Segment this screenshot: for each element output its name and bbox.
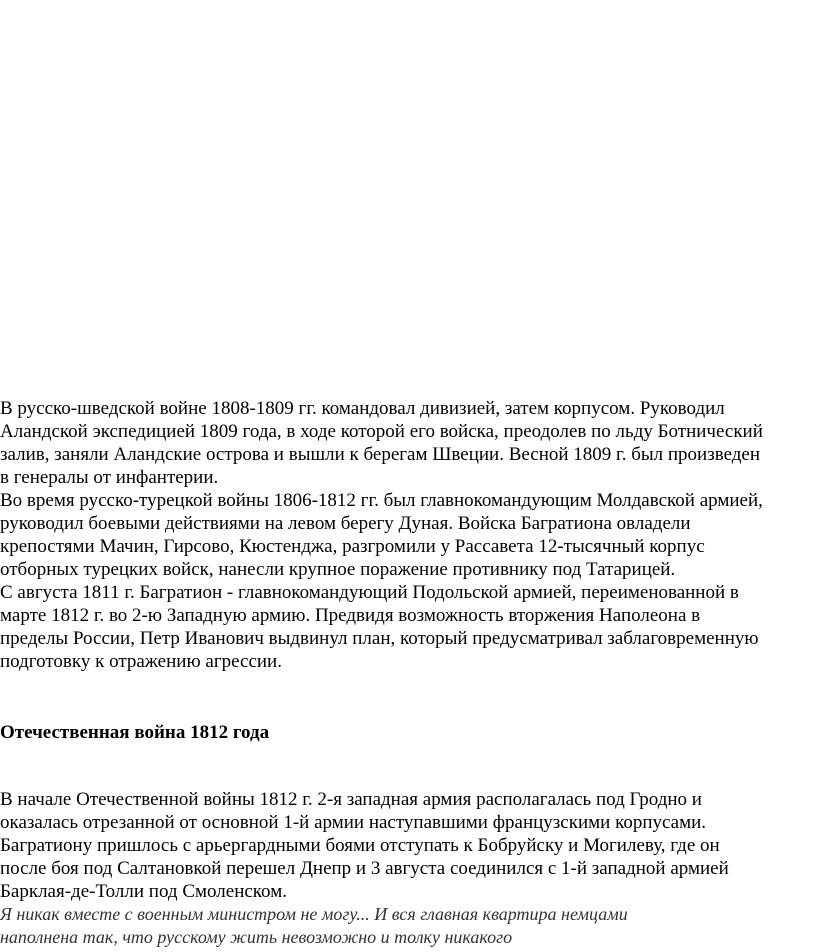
quote-line: наполнена так, что русскому жить невозможно и толку никакого	[0, 927, 513, 947]
text-line: Багратиону пришлось с арьергардными боями отступать к Бобруйску и Могилеву, где он	[0, 835, 720, 856]
quote-line: Я никак вместе с военным министром не могу... И вся главная квартира немцами	[0, 904, 628, 924]
text-line: Барклая-де-Толли под Смоленском.	[0, 881, 287, 902]
biography-paragraph	[0, 397, 816, 673]
text-line: оказалась отрезанной от основной 1-й армии наступавшими французскими корпусами.	[0, 812, 707, 833]
war-paragraph	[0, 788, 816, 949]
text-line: В начале Отечественной войны 1812 г. 2-я западная армия располагалась под Гродно и	[0, 789, 702, 810]
text-line: Во время русско-турецкой войны 1806-1812 гг. был главнокомандующим Молдавской армией,	[0, 490, 763, 511]
text-line: после боя под Салтановкой перешел Днепр и 3 августа соединился с 1-й западной армией	[0, 858, 729, 879]
text-line: В русско-шведской войне 1808-1809 гг. командовал дивизией, затем корпусом. Руководил	[0, 398, 725, 419]
text-line: руководил боевыми действиями на левом берегу Дуная. Войска Багратиона овладели	[0, 513, 691, 534]
section-heading: Отечественная война 1812 года	[0, 722, 270, 743]
text-line: в генералы от инфантерии.	[0, 467, 219, 488]
text-line: залив, заняли Аландские острова и вышли к берегам Швеции. Весной 1809 г. был произведен	[0, 444, 761, 465]
text-line: отборных турецких войск, нанесли крупное поражение противнику под Татарицей.	[0, 559, 676, 580]
text-line: подготовку к отражению агрессии.	[0, 651, 282, 672]
text-line: марте 1812 г. во 2-ю Западную армию. Предвидя возможность вторжения Наполеона в	[0, 605, 701, 626]
text-line: С августа 1811 г. Багратион - главнокомандующий Подольской армией, переименованной в	[0, 582, 739, 603]
text-line: пределы России, Петр Иванович выдвинул план, который предусматривал заблаговременную	[0, 628, 759, 649]
section-heading-block	[0, 721, 816, 744]
text-line: крепостями Мачин, Гирсово, Кюстенджа, разгромили у Рассавета 12-тысячный корпус	[0, 536, 705, 557]
text-line: Аландской экспедицией 1809 года, в ходе которой его войска, преодолев по льду Ботнический	[0, 421, 763, 442]
